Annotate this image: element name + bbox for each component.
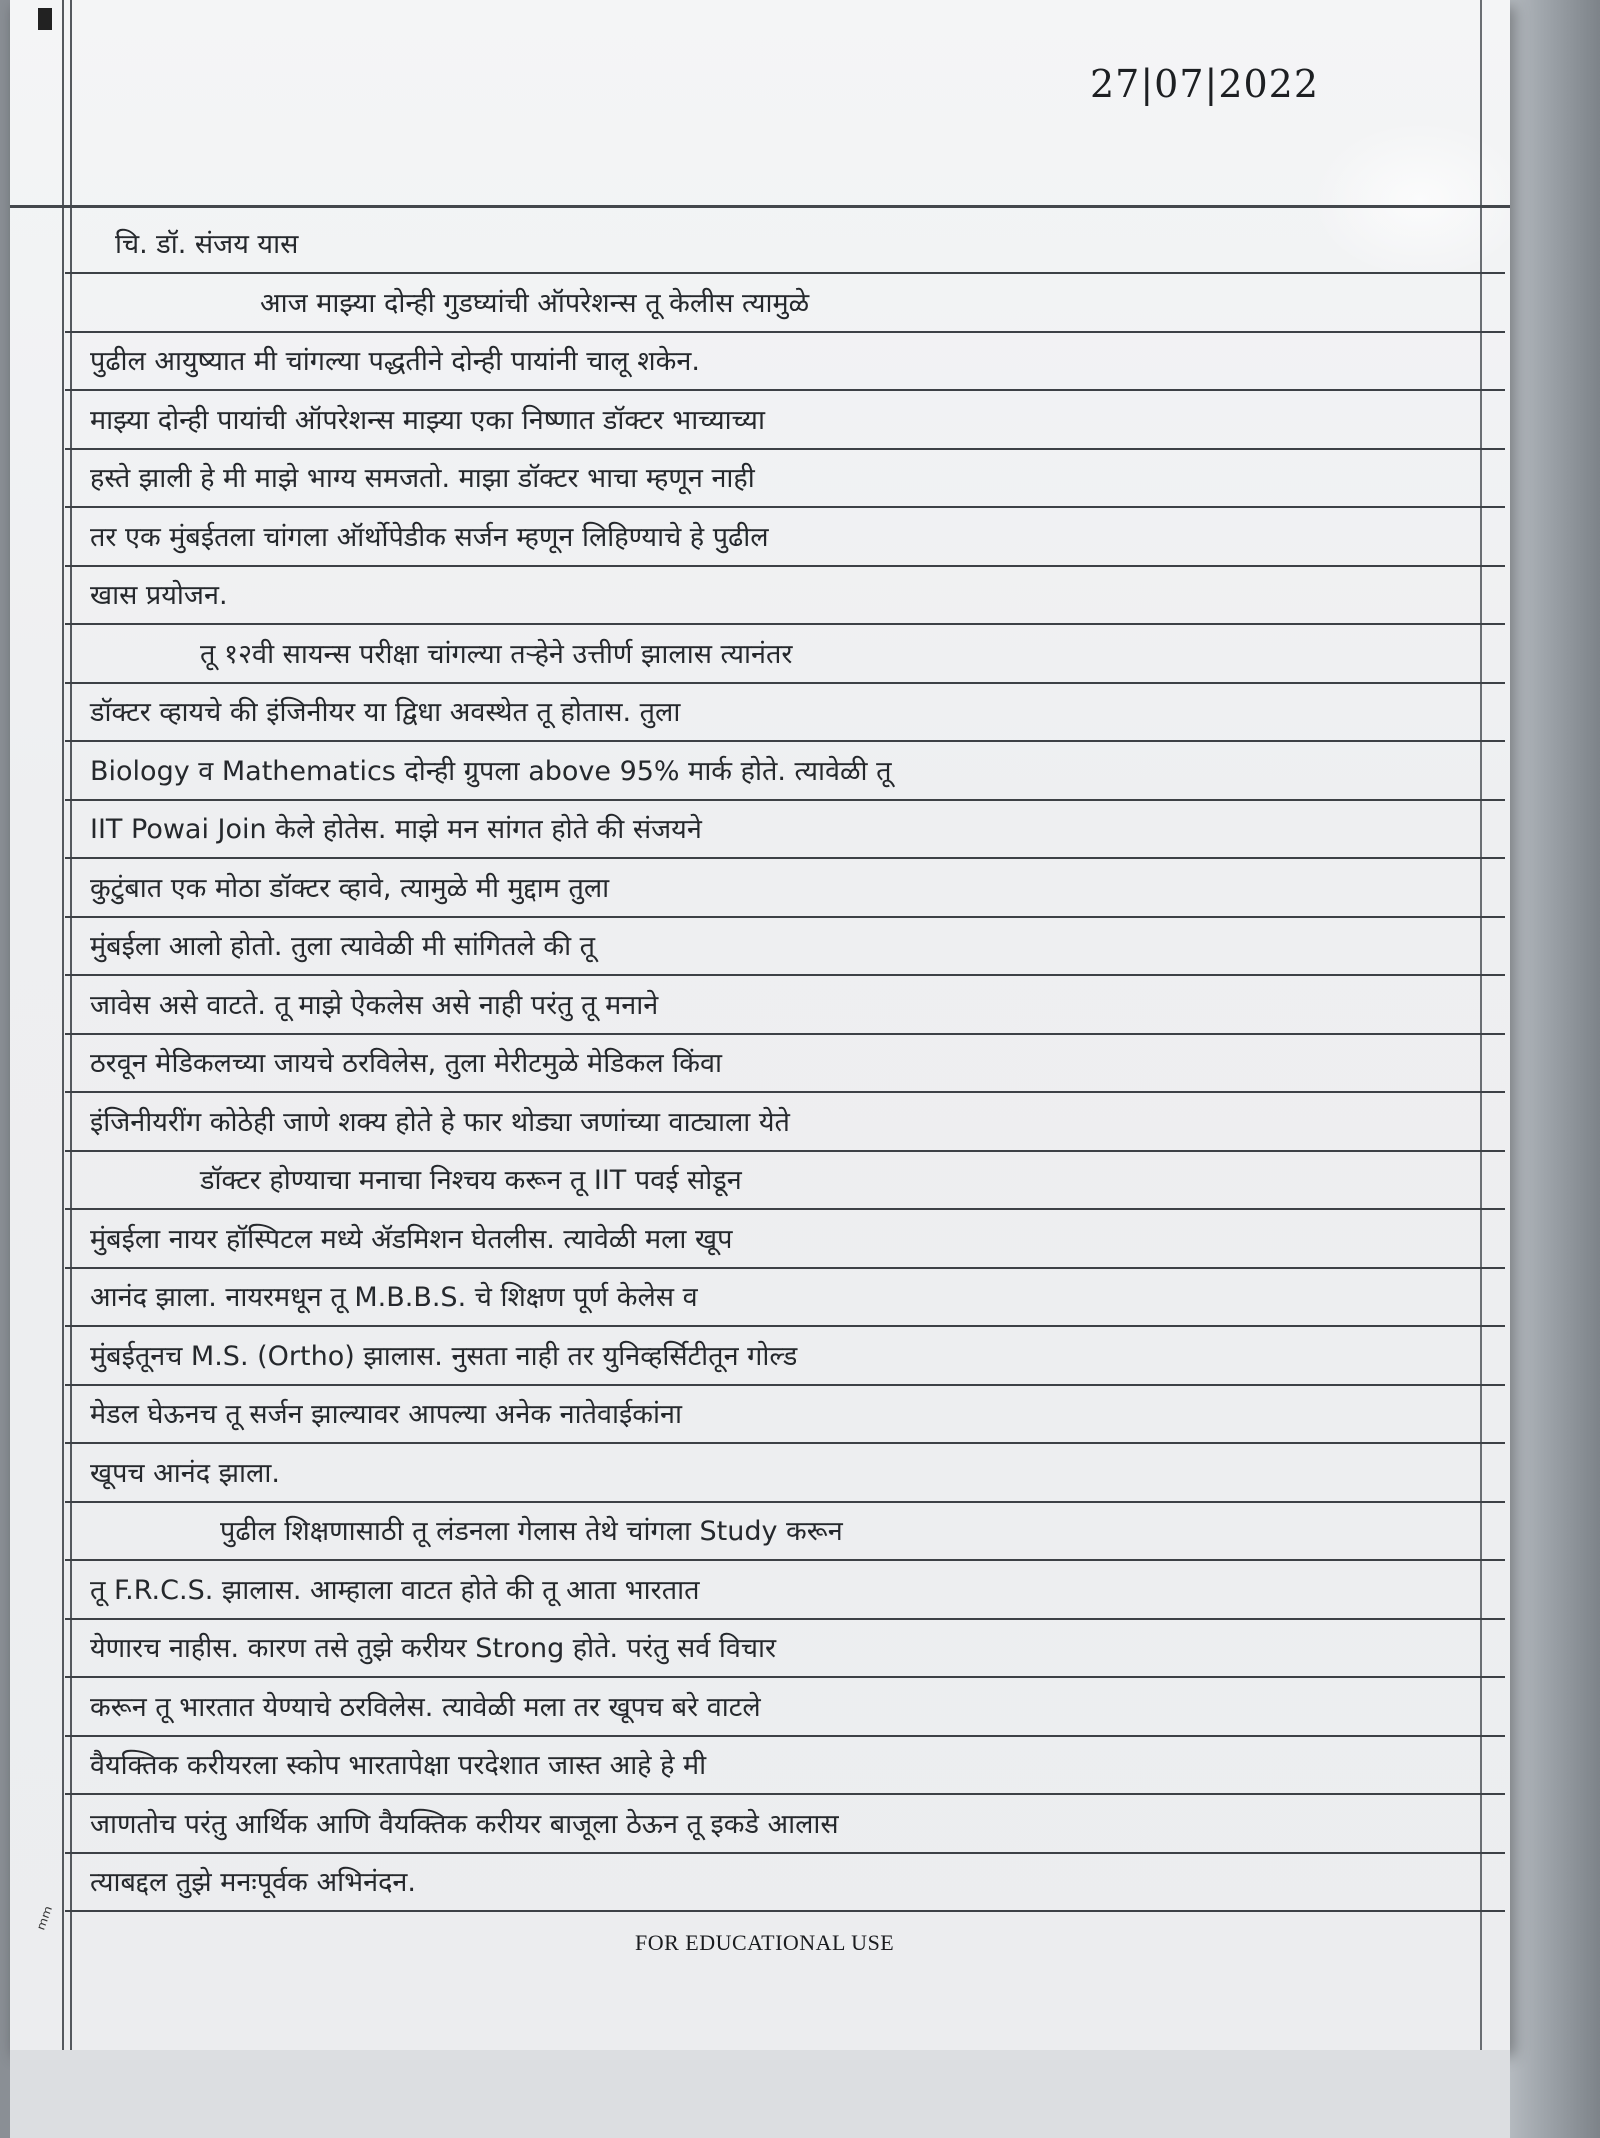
ruled-line [65, 623, 1505, 625]
letter-line: खास प्रयोजन. [90, 580, 228, 611]
ruled-line [65, 272, 1505, 274]
ruled-line [65, 506, 1505, 508]
ruled-line [65, 1910, 1505, 1912]
ruled-line [65, 1793, 1505, 1795]
ruled-line [65, 1033, 1505, 1035]
ruled-line [65, 389, 1505, 391]
letter-line: वैयक्तिक करीयरला स्कोप भारतापेक्षा परदेशात जास्त आहे हे मी [90, 1750, 707, 1781]
ruled-line [65, 740, 1505, 742]
ruled-line [65, 799, 1505, 801]
letter-line: मुंबईला नायर हॉस्पिटल मध्ये ॲडमिशन घेतलीस. त्यावेळी मला खूप [90, 1224, 733, 1255]
letter-line: त्याबद्दल तुझे मनःपूर्वक अभिनंदन. [90, 1867, 416, 1898]
ruled-line [65, 1208, 1505, 1210]
notebook-page [10, 0, 1510, 2050]
ruled-line [65, 1091, 1505, 1093]
letter-line: येणारच नाहीस. कारण तसे तुझे करीयर Strong होते. परंतु सर्व विचार [90, 1633, 777, 1664]
ruled-line [65, 1852, 1505, 1854]
letter-line: मुंबईतूनच M.S. (Ortho) झालास. नुसता नाही तर युनिव्हर्सिटीतून गोल्ड [90, 1341, 798, 1372]
letter-line: मुंबईला आलो होतो. तुला त्यावेळी मी सांगितले की तू [90, 931, 596, 962]
ruled-line [65, 565, 1505, 567]
letter-line: खूपच आनंद झाला. [90, 1458, 280, 1489]
ruled-line [65, 857, 1505, 859]
ruled-line [65, 1501, 1505, 1503]
letter-line: करून तू भारतात येण्याचे ठरविलेस. त्यावेळी मला तर खूपच बरे वाटले [90, 1692, 761, 1723]
letter-line: माझ्या दोन्ही पायांची ऑपरेशन्स माझ्या एका निष्णात डॉक्टर भाच्याच्या [90, 405, 765, 436]
ruled-line [65, 1384, 1505, 1386]
margin-line-left [62, 0, 64, 2050]
sheet-bottom-edge [10, 2050, 1510, 2138]
ruled-line [65, 1735, 1505, 1737]
ruled-line [65, 1559, 1505, 1561]
letter-line: डॉक्टर होण्याचा मनाचा निश्चय करून तू IIT पवई सोडून [200, 1165, 742, 1196]
ruled-line [65, 1150, 1505, 1152]
letter-line: तर एक मुंबईतला चांगला ऑर्थोपेडीक सर्जन म्हणून लिहिण्याचे हे पुढील [90, 522, 769, 553]
letter-line: मेडल घेऊनच तू सर्जन झाल्यावर आपल्या अनेक नातेवाईकांना [90, 1399, 682, 1430]
letter-line: इंजिनीयरींग कोठेही जाणे शक्य होते हे फार थोड्या जणांच्या वाट्याला येते [90, 1107, 790, 1138]
letter-line: डॉक्टर व्हायचे की इंजिनीयर या द्विधा अवस्थेत तू होतास. तुला [90, 697, 681, 728]
letter-line: कुटुंबात एक मोठा डॉक्टर व्हावे, त्यामुळे मी मुद्दाम तुला [90, 873, 610, 904]
margin-line-left-inner [70, 0, 72, 2050]
letter-line: आनंद झाला. नायरमधून तू M.B.B.S. चे शिक्षण पूर्ण केलेस व [90, 1282, 698, 1313]
ruled-line [65, 1618, 1505, 1620]
ruled-line [65, 1442, 1505, 1444]
letter-line: जाणतोच परंतु आर्थिक आणि वैयक्तिक करीयर बाजूला ठेऊन तू इकडे आलास [90, 1809, 839, 1840]
ruled-line [65, 448, 1505, 450]
letter-line: जावेस असे वाटते. तू माझे ऐकलेस असे नाही परंतु तू मनाने [90, 990, 659, 1021]
ruled-line [65, 331, 1505, 333]
ruled-line [65, 974, 1505, 976]
letter-line: तू १२वी सायन्स परीक्षा चांगल्या तऱ्हेने उत्तीर्ण झालास त्यानंतर [200, 639, 793, 670]
notebook-brand-mark: ᵐᵐ [32, 1903, 64, 1935]
letter-line: Biology व Mathematics दोन्ही ग्रुपला above 95% मार्क होते. त्यावेळी तू [90, 756, 892, 787]
letter-line: ठरवून मेडिकलच्या जायचे ठरविलेस, तुला मेरीटमुळे मेडिकल किंवा [90, 1048, 722, 1079]
letter-line: चि. डॉ. संजय यास [115, 229, 299, 260]
ruled-line [65, 1676, 1505, 1678]
corner-mark [38, 8, 52, 30]
ruled-line [65, 1325, 1505, 1327]
letter-line: पुढील आयुष्यात मी चांगल्या पद्धतीने दोन्ही पायांनी चालू शकेन. [90, 346, 700, 377]
letter-line: तू F.R.C.S. झालास. आम्हाला वाटत होते की तू आता भारतात [90, 1575, 700, 1606]
letter-line: हस्ते झाली हे मी माझे भाग्य समजतो. माझा डॉक्टर भाचा म्हणून नाही [90, 463, 755, 494]
letter-line: आज माझ्या दोन्ही गुडघ्यांची ऑपरेशन्स तू केलीस त्यामुळे [260, 288, 810, 319]
letter-line: पुढील शिक्षणासाठी तू लंडनला गेलास तेथे चांगला Study करून [220, 1516, 843, 1547]
ruled-line [65, 1267, 1505, 1269]
ruled-line [65, 916, 1505, 918]
margin-line-right [1480, 0, 1482, 2050]
header-rule [10, 205, 1510, 208]
letter-date: 27|07|2022 [1090, 62, 1320, 106]
ruled-line [65, 682, 1505, 684]
letter-line: IIT Powai Join केले होतेस. माझे मन सांगत होते की संजयने [90, 814, 702, 845]
footer-label: FOR EDUCATIONAL USE [635, 1930, 895, 1955]
